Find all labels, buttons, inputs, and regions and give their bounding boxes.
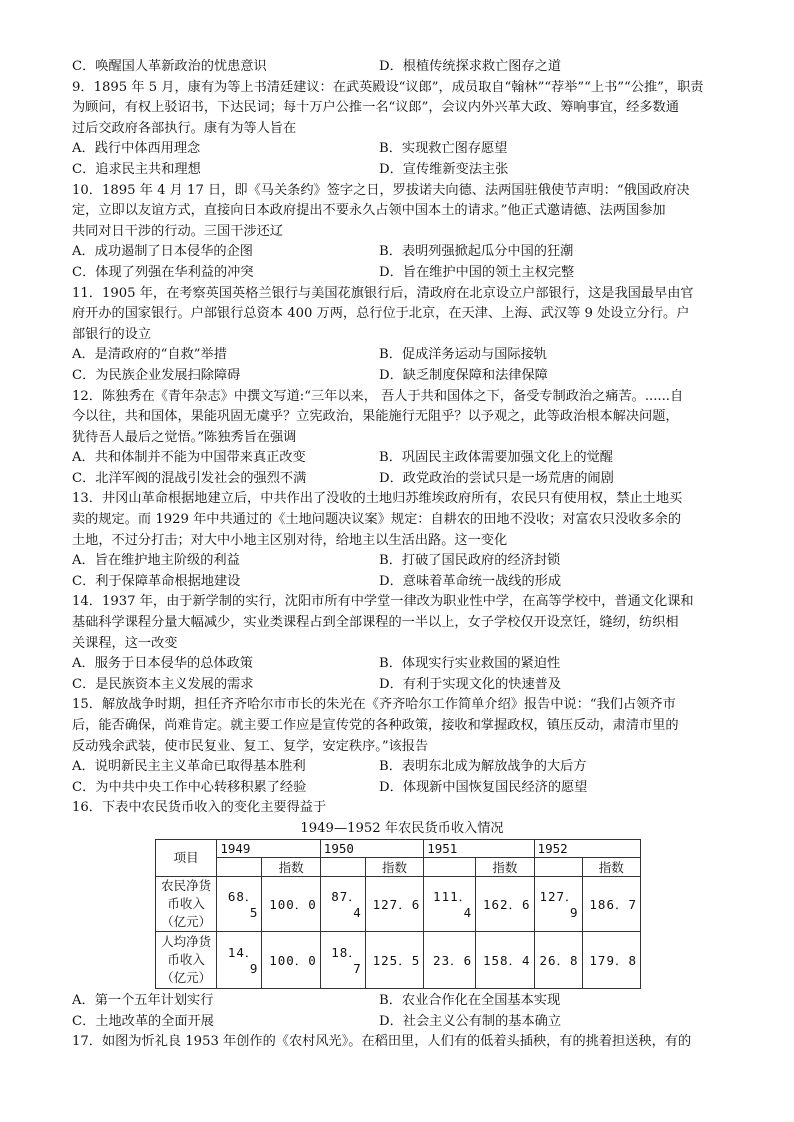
option-b: B．表明东北成为解放战争的大后方 xyxy=(379,759,587,775)
question-stem: 14．1937 年，由于新学制的实行，沈阳市所有中学堂一律改为职业性中学，在高等学校中，普通文化课和 xyxy=(72,594,694,610)
option-a: A．旨在维护地主阶级的利益 xyxy=(72,553,240,569)
year-1949: 1949 xyxy=(217,839,320,857)
table-cell: 23．6 xyxy=(424,931,476,988)
option-d: D．社会主义公有制的基本确立 xyxy=(379,1013,562,1029)
question-stem: 16．下表中农民货币收入的变化主要得益于 xyxy=(72,800,327,816)
option-d: D．宣传维新变法主张 xyxy=(379,161,509,177)
option-c: C．唤醒国人革新政治的忧患意识 xyxy=(72,59,267,74)
question-11 xyxy=(72,284,722,387)
table-cell: 186．7 xyxy=(582,876,640,931)
question-stem-continued: 土地，不过分打击；对大中小地主区别对待，给地主以生活出路。这一变化 xyxy=(72,532,508,548)
options-row xyxy=(72,139,722,160)
option-c: C．北洋军阀的混战引发社会的强烈不满 xyxy=(72,470,307,486)
options-row xyxy=(72,551,722,572)
options-row xyxy=(72,1012,722,1033)
option-a: A．说明新民主主义革命已取得基本胜利 xyxy=(72,759,306,775)
table-row xyxy=(156,876,641,931)
question-15 xyxy=(72,695,722,798)
question-12 xyxy=(72,387,722,490)
option-c: C．利于保障革命根据地建设 xyxy=(72,573,241,589)
table-caption: 1949—1952 年农民货币收入情况 xyxy=(300,820,504,836)
question-14 xyxy=(72,592,722,695)
question-stem-continued: 定，立即以友谊方式，直接向日本政府提出不要永久占领中国本土的请求。”他正式邀请德、法两国参加 xyxy=(72,203,666,219)
index-label: 指数 xyxy=(582,857,640,876)
option-a: A．共和体制并不能为中国带来真正改变 xyxy=(72,450,306,466)
question-stem: 10．1895 年 4 月 17 日，即《马关条约》签字之日，罗拔诺夫向德、法两国驻俄使节声明：“俄国政府决 xyxy=(72,182,690,198)
question-17-stem: 17．如图为忻礼良 1953 年创作的《农村风光》。在稻田里，人们有的低着头插秧，有的挑着担送秧，有的 xyxy=(72,1034,692,1050)
question-stem-continued: 犹待吾人最后之觉悟。”陈独秀旨在强调 xyxy=(72,429,297,445)
q8-options-tail xyxy=(72,57,722,78)
table-cell: 87．4 xyxy=(320,876,365,931)
table-cell: 100．0 xyxy=(262,876,320,931)
year-1950: 1950 xyxy=(320,839,423,857)
options-row xyxy=(72,778,722,799)
option-d: D．意味着革命统一战线的形成 xyxy=(379,573,562,589)
question-stem: 11．1905 年，在考察英国英格兰银行与美国花旗银行后，清政府在北京设立户部银行，这是我国最早由官 xyxy=(72,285,694,301)
question-stem-continued: 后，能否确保，尚难肯定。就主要工作应是宣传党的各种政策，接收和掌握政权，镇压反动，肃清市里的 xyxy=(72,718,679,733)
option-c: C．为中共中央工作中心转移积累了经验 xyxy=(72,779,307,795)
option-b: B．表明列强掀起瓜分中国的狂潮 xyxy=(379,244,574,260)
table-cell: 18．7 xyxy=(320,931,365,988)
options-row xyxy=(72,366,722,387)
question-stem: 15．解放战争时期，担任齐齐哈尔市市长的朱光在《齐齐哈尔工作简单介绍》报告中说：“我们占领齐市 xyxy=(72,697,676,713)
option-d: D．根植传统探求救亡图存之道 xyxy=(379,59,562,74)
question-10 xyxy=(72,181,722,284)
table-cell: 111．4 xyxy=(424,876,476,931)
year-1952: 1952 xyxy=(534,839,640,857)
option-c: C．体现了列强在华利益的冲突 xyxy=(72,264,254,280)
question-stem-continued: 府开办的国家银行。户部银行总资本 400 万两，总行位于北京，在天津、上海、武汉等 9 处设立分行。户 xyxy=(72,306,690,322)
option-d: D．缺乏制度保障和法律保障 xyxy=(379,367,548,383)
question-stem-continued: 基础科学课程分量大幅减少，实业类课程占到全部课程的一半以上，女子学校仅开设烹饪，缝纫，纺织相 xyxy=(72,615,679,631)
question-stem-continued: 卖的规定。而 1929 年中共通过的《土地问题决议案》规定：自耕农的田地不没收；对富农只没收多余的 xyxy=(72,512,682,528)
question-13 xyxy=(72,489,722,592)
option-b: B．农业合作化在全国基本实现 xyxy=(379,992,561,1008)
question-9 xyxy=(72,78,722,181)
options-row xyxy=(72,263,722,284)
table-cell: 100．0 xyxy=(262,931,320,988)
income-table xyxy=(155,839,641,989)
option-d: D．旨在维护中国的领土主权完整 xyxy=(379,264,575,280)
question-stem-continued: 过后交政府各部执行。康有为等人旨在 xyxy=(72,120,297,136)
table-cell: 127．9 xyxy=(534,876,582,931)
question-stem-continued: 反动残余武装，使市民复业、复工、复学，安定秩序。”该报告 xyxy=(72,738,429,754)
option-d: D．有利于实现文化的快速普及 xyxy=(379,676,562,692)
question-stem: 13．井冈山革命根据地建立后，中共作出了没收的土地归苏维埃政府所有，农民只有使用权，禁止土地买 xyxy=(72,491,683,507)
option-c: C．为民族企业发展扫除障碍 xyxy=(72,367,241,383)
question-stem-continued: 关课程，这一改变 xyxy=(72,635,178,651)
options-row xyxy=(72,654,722,675)
exam-content xyxy=(72,57,722,1053)
options-row xyxy=(72,448,722,469)
row-label: 农民净货币收入（亿元） xyxy=(156,876,217,931)
option-b: B．实现救亡图存愿望 xyxy=(379,141,508,157)
question-stem-continued: 部银行的设立 xyxy=(72,326,152,342)
item-header: 项目 xyxy=(156,839,217,876)
option-a: A．服务于日本侵华的总体政策 xyxy=(72,656,253,672)
options-row xyxy=(72,345,722,366)
year-1951: 1951 xyxy=(424,839,534,857)
options-row xyxy=(72,242,722,263)
option-c: C．是民族资本主义发展的需求 xyxy=(72,676,254,692)
option-b: B．打破了国民政府的经济封锁 xyxy=(379,553,561,569)
option-a: A．成功遏制了日本侵华的企图 xyxy=(72,244,253,260)
table-cell: 158．4 xyxy=(476,931,534,988)
question-stem-continued: 共同对日干涉的行动。三国干涉还辽 xyxy=(72,223,283,239)
index-label: 指数 xyxy=(262,857,320,876)
option-b: B．体现实行实业救国的紧迫性 xyxy=(379,656,561,672)
option-a: A．第一个五年计划实行 xyxy=(72,992,214,1008)
table-cell: 127．6 xyxy=(365,876,423,931)
options-row xyxy=(72,572,722,593)
table-cell: 162．6 xyxy=(476,876,534,931)
question-stem: 9．1895 年 5 月，康有为等上书清廷建议：在武英殿设“议郎”，成员取自“翰林”“荐举”“上书”“公推”，职责 xyxy=(72,79,704,95)
option-d: D．政党政治的尝试只是一场荒唐的闹剧 xyxy=(379,470,614,486)
table-cell: 179．8 xyxy=(582,931,640,988)
index-label: 指数 xyxy=(476,857,534,876)
option-b: B．促成洋务运动与国际接轨 xyxy=(379,347,547,363)
options-row xyxy=(72,991,722,1012)
table-cell: 68．5 xyxy=(217,876,262,931)
option-c: C．追求民主共和理想 xyxy=(72,161,201,177)
table-cell: 26．8 xyxy=(534,931,582,988)
option-c: C．土地改革的全面开展 xyxy=(72,1013,214,1029)
table-cell: 14．9 xyxy=(217,931,262,988)
question-16 xyxy=(72,798,722,1032)
options-row xyxy=(72,160,722,181)
options-row xyxy=(72,757,722,778)
question-stem-continued: 今以往，共和国体，果能巩固无虞乎？立宪政治，果能施行无阻乎？以予观之，此等政治根本解决问题， xyxy=(72,409,679,425)
question-list xyxy=(72,78,722,799)
row-label: 人均净货币收入（亿元） xyxy=(156,931,217,988)
index-label: 指数 xyxy=(365,857,423,876)
option-b: B．巩固民主政体需要加强文化上的觉醒 xyxy=(379,450,613,466)
options-row xyxy=(72,675,722,696)
option-a: A．是清政府的“自救”举措 xyxy=(72,347,227,363)
table-cell: 125．5 xyxy=(365,931,423,988)
question-stem-continued: 为顾问，有权上驳诏书，下达民词；每十万户公推一名“议郎”，会议内外兴革大政、筹响事宜，经多数通 xyxy=(72,100,679,116)
question-stem: 12．陈独秀在《青年杂志》中撰文写道:“三年以来， 吾人于共和国体之下，备受专制政治之痛苦。......自 xyxy=(72,388,684,404)
option-d: D．体现新中国恢复国民经济的愿望 xyxy=(379,779,588,795)
table-row xyxy=(156,931,641,988)
options-row xyxy=(72,469,722,490)
option-a: A．践行中体西用理念 xyxy=(72,141,201,157)
